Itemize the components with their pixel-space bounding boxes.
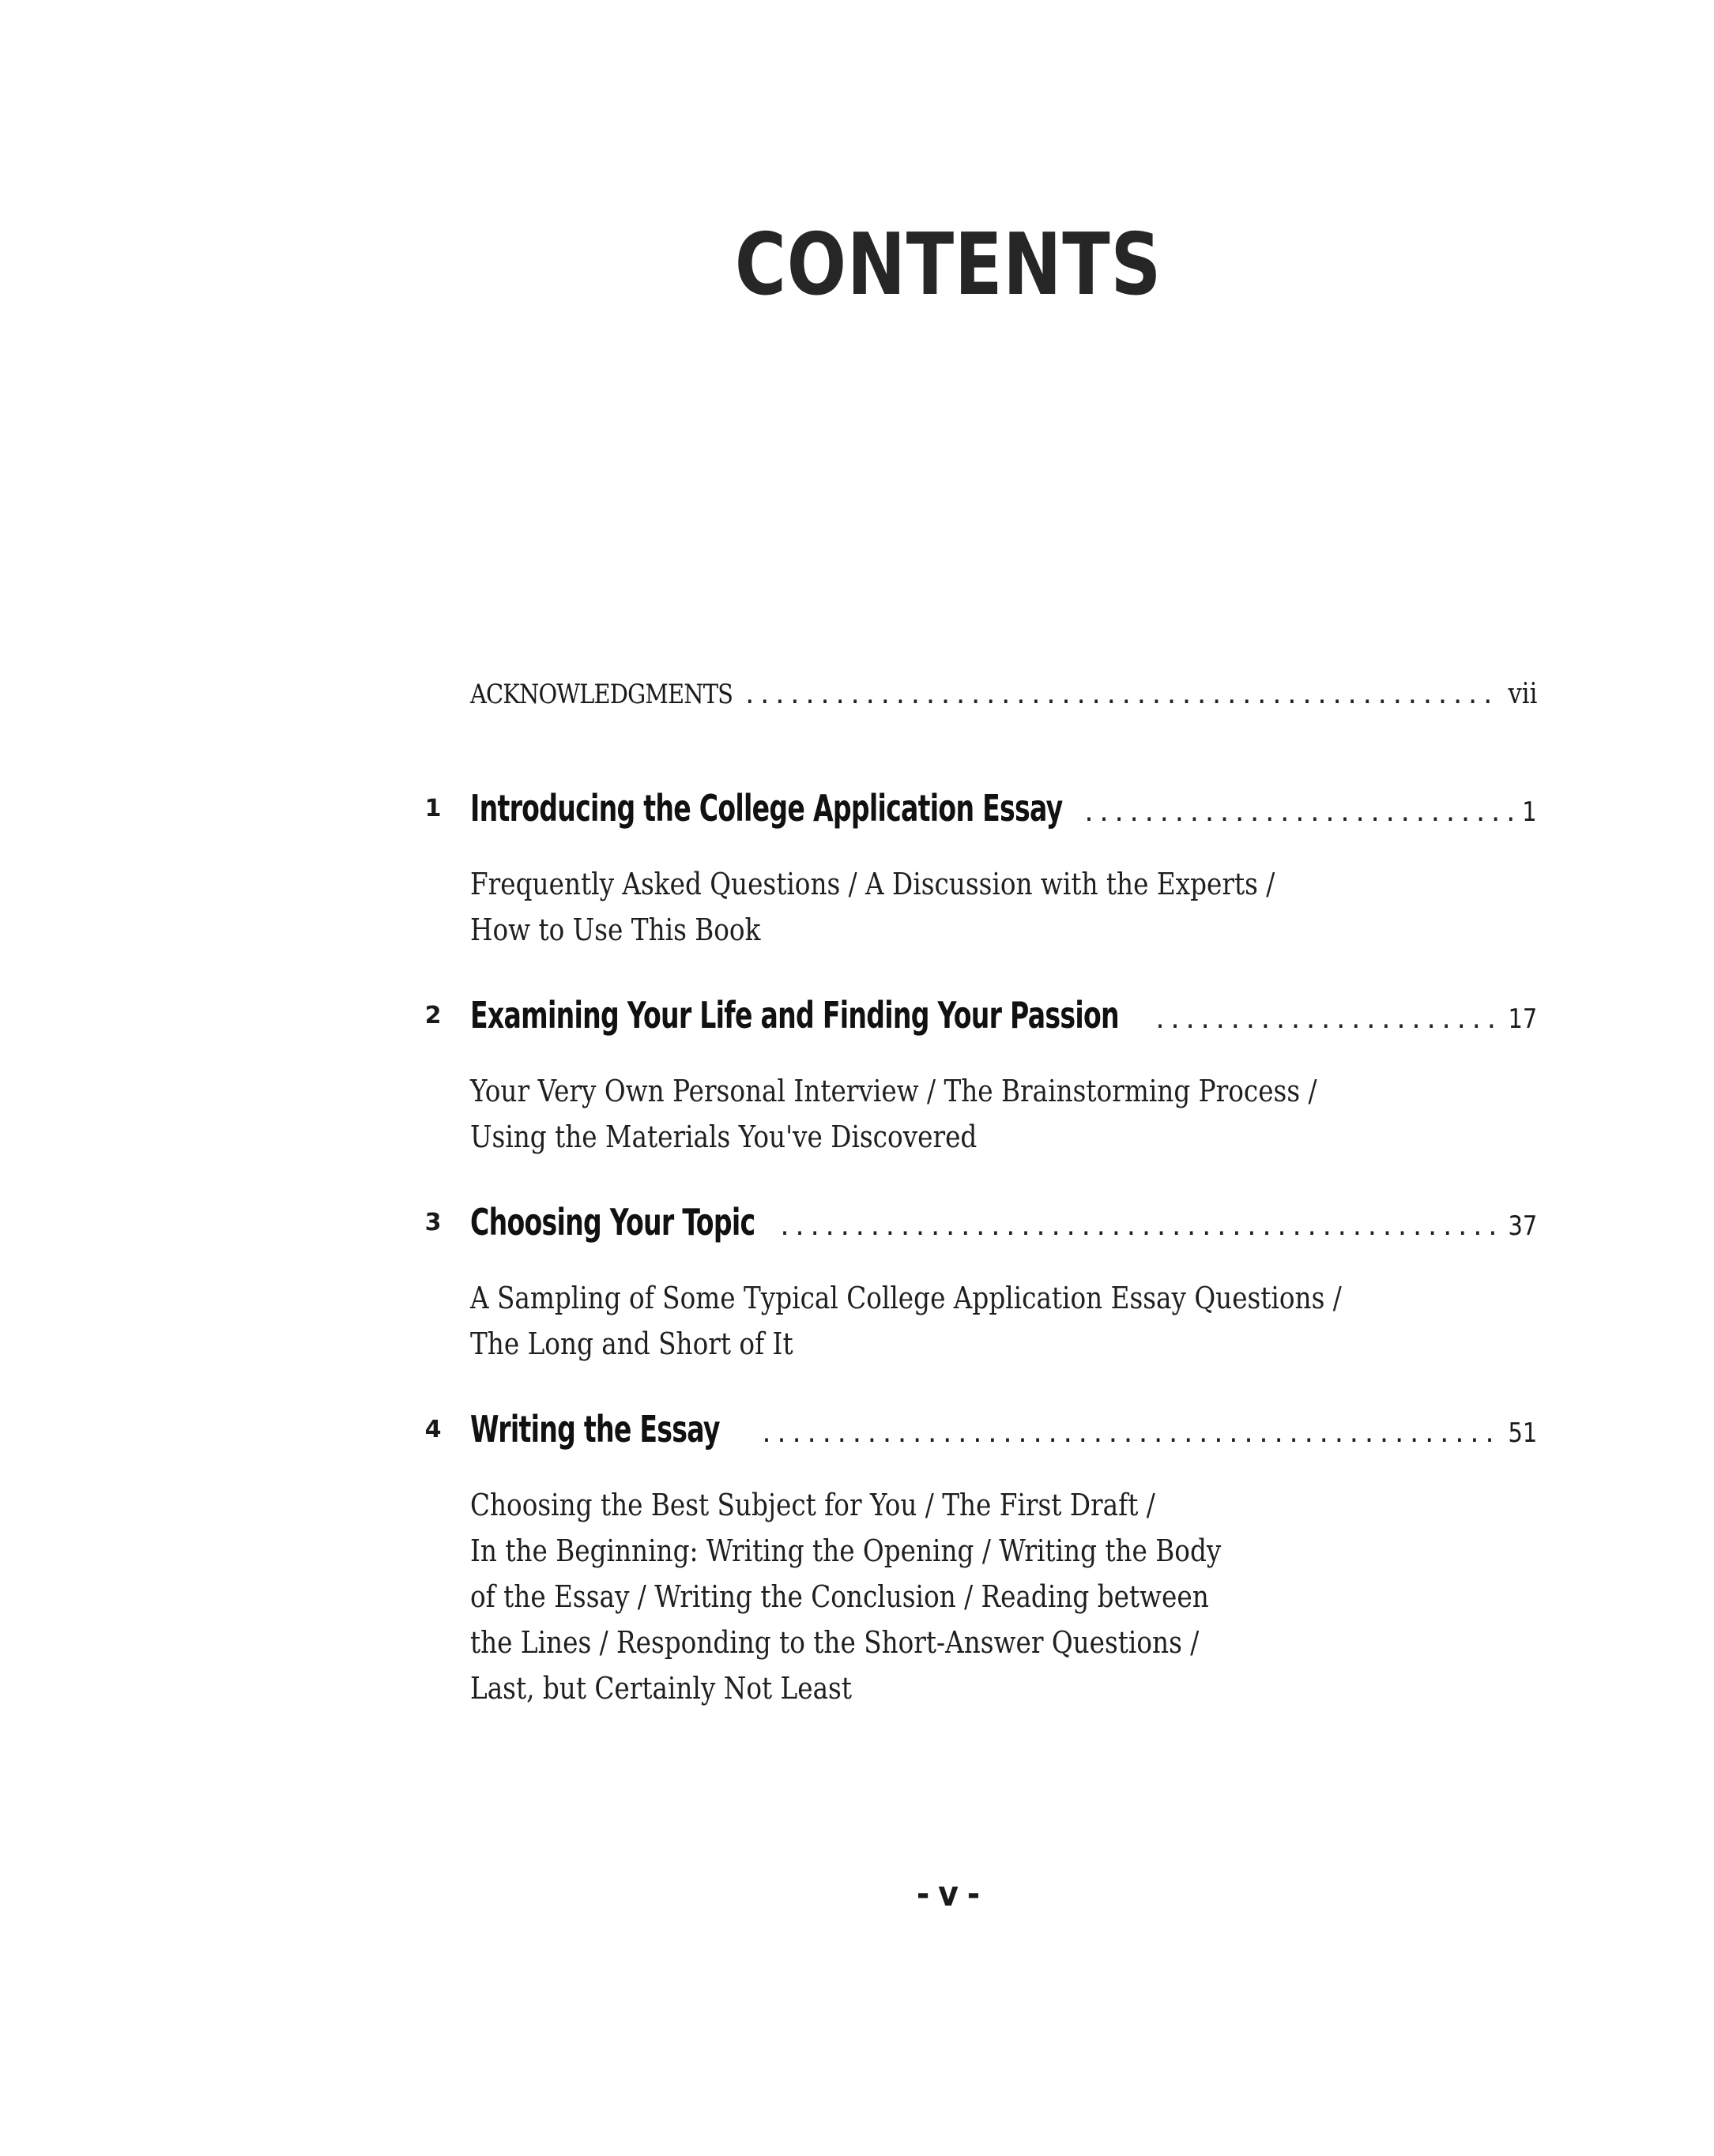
chapter-subtopics (470, 861, 1286, 953)
toc-entry-label: ACKNOWLEDGMENTS (470, 679, 733, 710)
subtopic-line: A Sampling of Some Typical College Application Essay Questions / (470, 1281, 1342, 1315)
dot-leader (778, 1213, 1500, 1241)
toc-page-number: 17 (1508, 1003, 1537, 1035)
subtopic-line: In the Beginning: Writing the Opening / Writing the Body (470, 1533, 1222, 1568)
dot-leader (1153, 1007, 1500, 1034)
chapter-number: 2 (424, 1002, 442, 1029)
subtopic-line: Your Very Own Personal Interview / The Brainstorming Process / (470, 1074, 1317, 1108)
toc-entry-chapter-1[interactable] (470, 787, 1537, 834)
toc-entry-chapter-2[interactable] (470, 994, 1537, 1041)
subtopic-line: Last, but Certainly Not Least (470, 1671, 852, 1706)
chapter-title: Writing the Essay (470, 1408, 720, 1451)
folio-dash-left: - (916, 1874, 930, 1914)
chapter-title-wrap (470, 1408, 756, 1451)
toc-page-number: 1 (1522, 796, 1537, 828)
chapter-title: Examining Your Life and Finding Your Passion (470, 994, 1119, 1037)
toc-entry-chapter-4[interactable] (470, 1408, 1537, 1455)
chapter-title-wrap (470, 1201, 774, 1244)
chapter-number: 3 (424, 1209, 442, 1236)
subtopic-line: Using the Materials You've Discovered (470, 1119, 978, 1154)
subtopic-line: Frequently Asked Questions / A Discussion with the Experts / (470, 867, 1275, 901)
page-folio (95, 1874, 1714, 1914)
subtopic-line: the Lines / Responding to the Short-Answer Questions / (470, 1625, 1200, 1660)
subtopic-line: How to Use This Book (470, 912, 761, 947)
dot-leader (743, 682, 1500, 709)
chapter-title: Introducing the College Application Essay (470, 787, 1063, 830)
subtopic-line: of the Essay / Writing the Conclusion / Reading between (470, 1579, 1209, 1614)
chapter-subtopics (470, 1068, 1317, 1160)
toc-page-number: 37 (1508, 1210, 1537, 1242)
folio-dash-right: - (966, 1874, 981, 1914)
folio-number: v (938, 1874, 959, 1914)
chapter-title-wrap (470, 994, 1150, 1037)
subtopic-line: The Long and Short of It (470, 1326, 793, 1361)
toc-page-number: 51 (1508, 1417, 1537, 1449)
subtopic-line: Choosing the Best Subject for You / The First Draft / (470, 1488, 1155, 1522)
chapter-title-wrap (470, 787, 1079, 830)
toc-entry-acknowledgments[interactable] (470, 678, 1537, 717)
chapter-number: 4 (424, 1416, 442, 1443)
dot-leader (1082, 800, 1516, 827)
page-title: CONTENTS (734, 216, 1162, 314)
chapter-subtopics (470, 1482, 1286, 1711)
chapter-subtopics (470, 1275, 1342, 1367)
toc-entry-chapter-3[interactable] (470, 1201, 1537, 1248)
chapter-title: Choosing Your Topic (470, 1201, 755, 1244)
toc-page-number: vii (1508, 678, 1537, 710)
chapter-number: 1 (424, 795, 442, 822)
dot-leader (759, 1420, 1500, 1448)
